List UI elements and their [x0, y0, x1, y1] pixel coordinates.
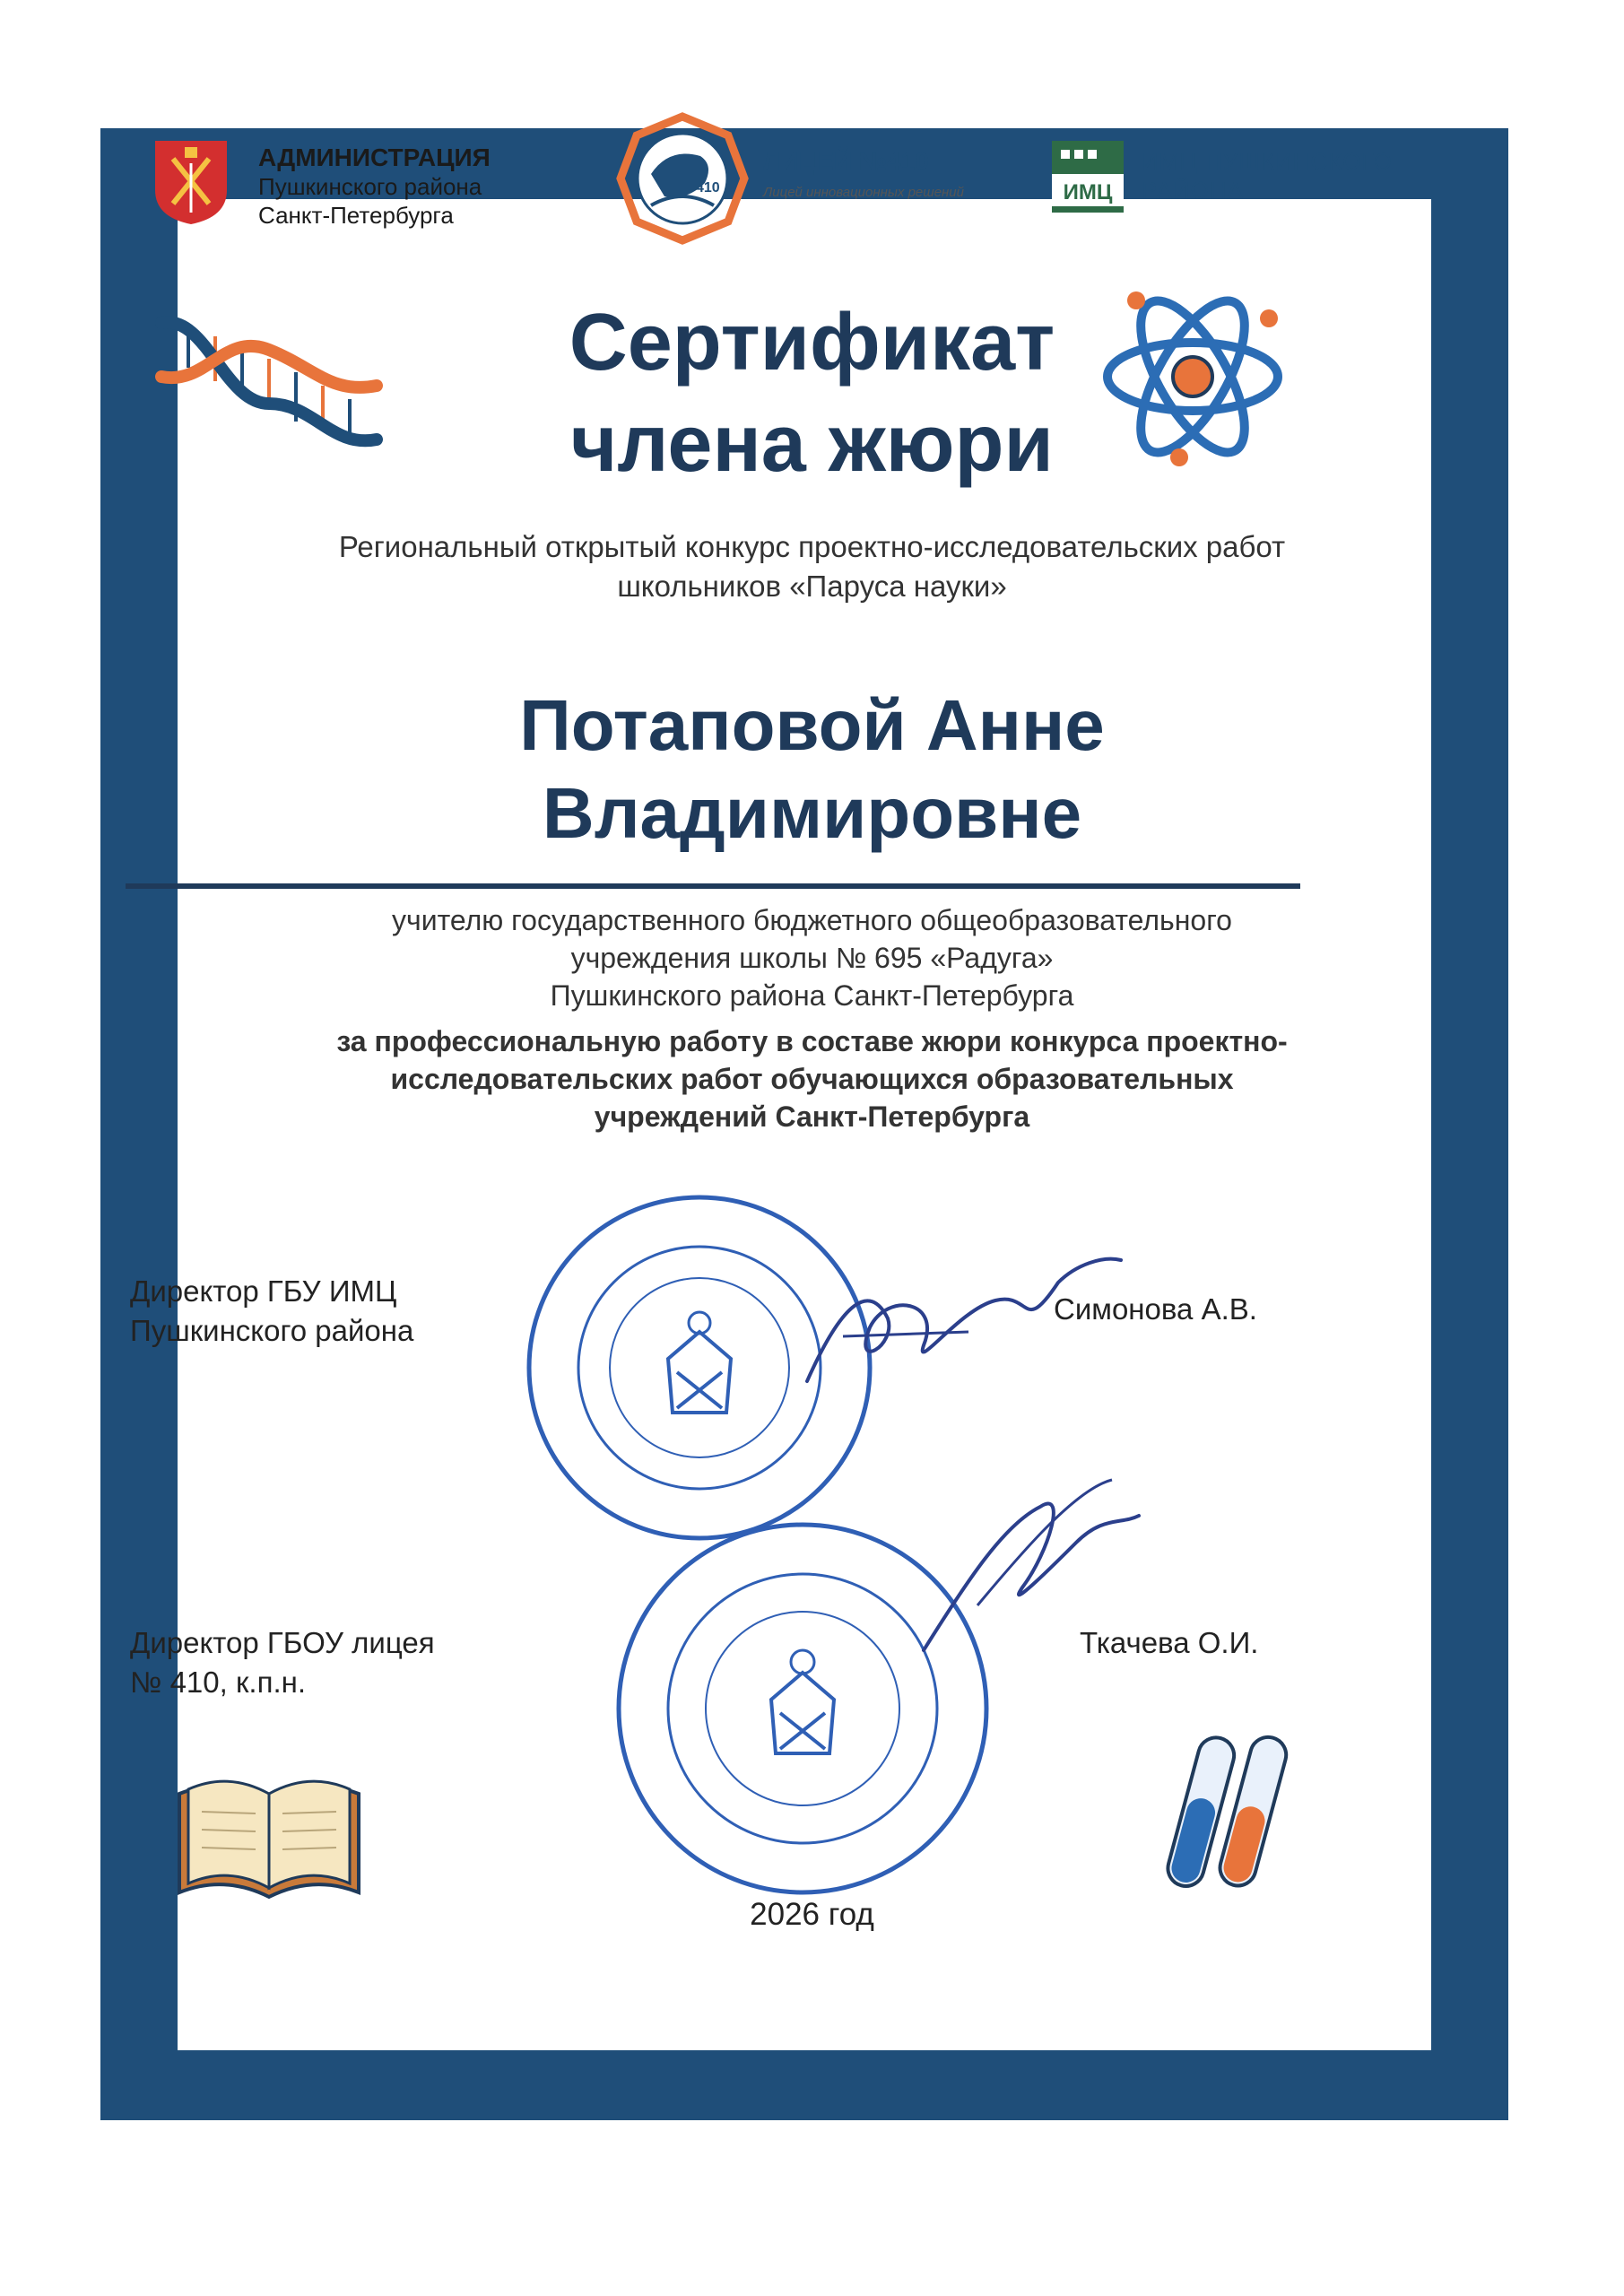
signer2-title-line2: № 410, к.п.н. — [130, 1665, 307, 1699]
contest-line1: Региональный открытый конкурс проектно-исследовательских работ — [338, 530, 1286, 563]
lyceum-emblem-icon — [615, 111, 750, 246]
lyceum-logo — [615, 111, 1010, 246]
award-reason — [0, 1022, 1624, 1135]
certificate-title-line1: Сертификат — [569, 298, 1055, 387]
contest-line2: школьников «Паруса науки» — [617, 570, 1007, 603]
contest-description — [0, 527, 1624, 606]
administration-logo — [151, 136, 509, 235]
lyceum-badge: 410 — [696, 180, 720, 196]
test-tubes-icon — [1155, 1726, 1290, 1906]
admin-line1: АДМИНИСТРАЦИЯ — [258, 144, 491, 171]
imc-line2: РАЙОНА — [1142, 177, 1244, 204]
recipient-line2: Владимировне — [542, 773, 1082, 853]
certificate-title-line2: члена жюри — [570, 399, 1054, 489]
reason-line2: исследовательских работ обучающихся образовательных — [390, 1063, 1234, 1095]
signer2-title-line1: Директор ГБОУ лицея — [130, 1626, 435, 1659]
role-line2: учреждения школы № 695 «Радуга» — [570, 942, 1054, 974]
reason-line3: учреждений Санкт-Петербурга — [594, 1100, 1030, 1133]
imc-mark: ИМЦ — [1063, 180, 1113, 204]
recipient-line1: Потаповой Анне — [519, 685, 1105, 765]
signature-simonova — [789, 1247, 1130, 1426]
imc-building-icon — [1047, 136, 1128, 217]
signer2-title — [130, 1623, 435, 1702]
role-line1: учителю государственного бюджетного общеобразовательного — [392, 904, 1232, 936]
signer2-name: Ткачева О.И. — [1080, 1626, 1259, 1659]
recipient-role — [0, 901, 1624, 1014]
signer1-title — [130, 1272, 413, 1351]
signer1-title-line2: Пушкинского района — [130, 1314, 414, 1347]
admin-line3: Санкт-Петербурга — [258, 202, 454, 229]
imc-line1: ИМЦ ПУШКИНСКОГО — [1142, 148, 1394, 175]
admin-line2: Пушкинского района — [258, 173, 482, 200]
certificate-year: 2026 год — [750, 1897, 874, 1932]
signer1-name: Симонова А.В. — [1054, 1292, 1257, 1326]
lyceum-title: ЛИЦЕЙ №410 — [763, 147, 929, 175]
coat-of-arms-icon — [151, 136, 231, 226]
signer1-title-line1: Директор ГБУ ИМЦ — [130, 1274, 397, 1308]
open-book-icon — [170, 1758, 368, 1910]
lyceum-subtitle: Лицей инновационных решений — [763, 185, 964, 200]
imc-logo — [1047, 136, 1424, 235]
divider — [126, 883, 1300, 889]
role-line3: Пушкинского района Санкт-Петербурга — [550, 979, 1074, 1012]
reason-line1: за профессиональную работу в составе жюри конкурса проектно- — [336, 1025, 1288, 1057]
recipient-name — [0, 682, 1624, 857]
